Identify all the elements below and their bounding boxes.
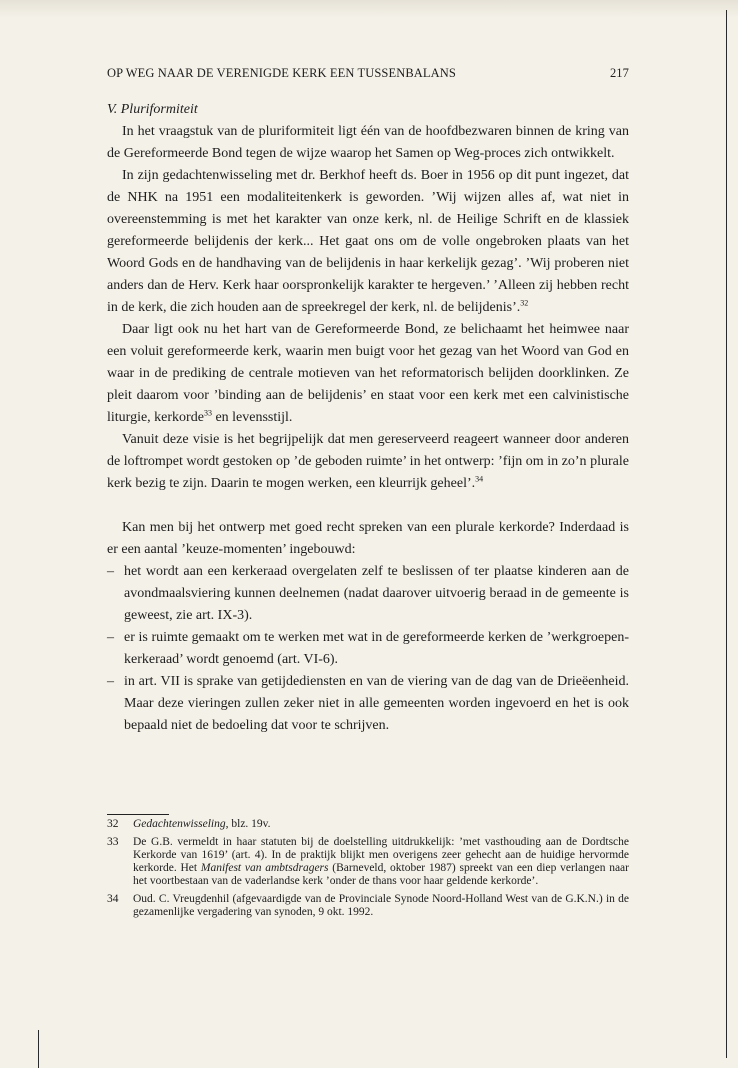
list-item-text: er is ruimte gemaakt om te werken met wat in de gereformeerde kerken de ’werkgroepen-kerkeraad’ wordt genoemd (art. VI-6). — [124, 630, 629, 667]
paragraph-1: In het vraagstuk van de pluriformiteit ligt één van de hoofdbezwaren binnen de kring van de Gereformeerde Bond tegen de wijze waarop het Samen op Weg-proces zich ontwikkelt. — [107, 124, 629, 161]
footnote-ref-34: 34 — [475, 474, 484, 484]
paragraph-2-text: In zijn gedachtenwisseling met dr. Berkhof heeft ds. Boer in 1956 op dit punt ingezet, dat de NHK na 1951 een modaliteitenkerk is geworden. ’Wij wijzen alles af, wat niet in overeenstemming is met het karakter van onze kerk, nl. de Heilige Schrift en de klassiek gereformeerde belijdenis der kerk... Het gaat ons om de volle ongebroken plaats van het Woord Gods en de handhaving van de belijdenis in haar kerkelijk gezag’. ’Wij proberen niet anders dan de Herv. Kerk haar oorspronkelijk karakter te hergeven.’ ’Alleen zij hebben recht in de kerk, die zich houden aan de spreekregel der kerk, nl. de belijdenis’. — [107, 168, 629, 315]
dash-bullet: – — [107, 630, 114, 645]
list-item-text: het wordt aan een kerkeraad overgelaten zelf te beslissen of ter plaatse kinderen aan de avondmaalsviering kunnen deelnemen (nadat daarover uitvoerig beraad in de gemeente is geweest, zie art. IX-3). — [124, 564, 629, 623]
footnote-number: 32 — [107, 818, 119, 830]
paragraph-2 — [107, 165, 629, 319]
section-heading: V. Pluriformiteit — [107, 102, 198, 117]
dash-bullet: – — [107, 674, 114, 689]
list-item — [107, 627, 629, 671]
footnote-32 — [107, 818, 629, 831]
footnote-34 — [107, 893, 629, 919]
list-item — [107, 561, 629, 627]
footnote-33 — [107, 836, 629, 888]
paragraph-gap — [107, 495, 629, 517]
footnote-number: 34 — [107, 893, 119, 905]
running-title: OP WEG NAAR DE VERENIGDE KERK EEN TUSSENBALANS — [107, 66, 456, 80]
footnote-text-b: (Barneveld, oktober 1987) spreekt van een diep verlangen naar het voortbestaan van de vaderlandse kerk ’onder de thans voor haar geldende kerkorde’. — [133, 862, 629, 887]
dash-bullet: – — [107, 564, 114, 579]
footnote-italic-title: Manifest van ambtsdragers — [200, 862, 329, 874]
footnote-text: , blz. 19v. — [225, 818, 271, 830]
footnote-italic-title: Gedachtenwisseling — [133, 818, 226, 830]
paragraph-3 — [107, 319, 629, 429]
footnote-text-a: De G.B. vermeldt in haar statuten bij de doelstelling uitdrukkelijk: ’met vasthouding aan de Dordtsche Kerkorde van 1619’ (art. 4). In de praktijk blijkt men overigens zeer gehecht aan de huidige hervormde kerkorde. Het — [133, 836, 629, 874]
paragraph-4 — [107, 429, 629, 495]
footnote-ref-32: 32 — [520, 298, 529, 308]
paragraph-5: Kan men bij het ontwerp met goed recht spreken van een plurale kerkorde? Inderdaad is er een aantal ’keuze-momenten’ ingebouwd: — [107, 520, 629, 557]
running-header — [107, 66, 629, 86]
footnote-rule — [107, 814, 169, 815]
list-item — [107, 671, 629, 737]
list-item-text: in art. VII is sprake van getijdediensten en van de viering van de dag van de Drieëenheid. Maar deze vieringen zullen zeker niet in alle gemeenten worden ingevoerd en het is ook bepaald niet de bedoeling dat voor te schrijven. — [124, 674, 629, 733]
scan-top-shadow — [0, 0, 738, 18]
footnote-number: 33 — [107, 836, 119, 848]
page-number: 217 — [609, 66, 629, 80]
footnotes — [107, 818, 629, 924]
paragraph-3-text-b: en levensstijl. — [211, 410, 293, 425]
paragraph-3-text-a: Daar ligt ook nu het hart van de Gereformeerde Bond, ze belichaamt het heimwee naar een voluit gereformeerde kerk, waarin men buigt voor het gezag van het Woord van God en waar in de prediking de centrale motieven van het reformatorisch belijden doorklinken. Ze pleit daarom voor ’binding aan de belijdenis’ en staat voor een kerk met een calvinistische liturgie, kerkorde — [107, 322, 629, 425]
footnote-text: Oud. C. Vreugdenhil (afgevaardigde van de Provinciale Synode Noord-Holland West van de G.K.N.) in de gezamenlijke vergadering van synoden, 9 okt. 1992. — [133, 893, 629, 918]
scan-bottom-edge-mark — [38, 1030, 39, 1068]
body-text — [107, 99, 629, 737]
scan-edge-line — [726, 10, 727, 1058]
paragraph-4-text: Vanuit deze visie is het begrijpelijk dat men gereserveerd reageert wanneer door anderen de loftrompet wordt gestoken op ’de geboden ruimte’ in het ontwerp: ’fijn om in zo’n plurale kerk bezig te zijn. Daarin te mogen werken, een kleurrijk geheel’. — [107, 432, 629, 491]
footnote-ref-33: 33 — [203, 408, 212, 418]
